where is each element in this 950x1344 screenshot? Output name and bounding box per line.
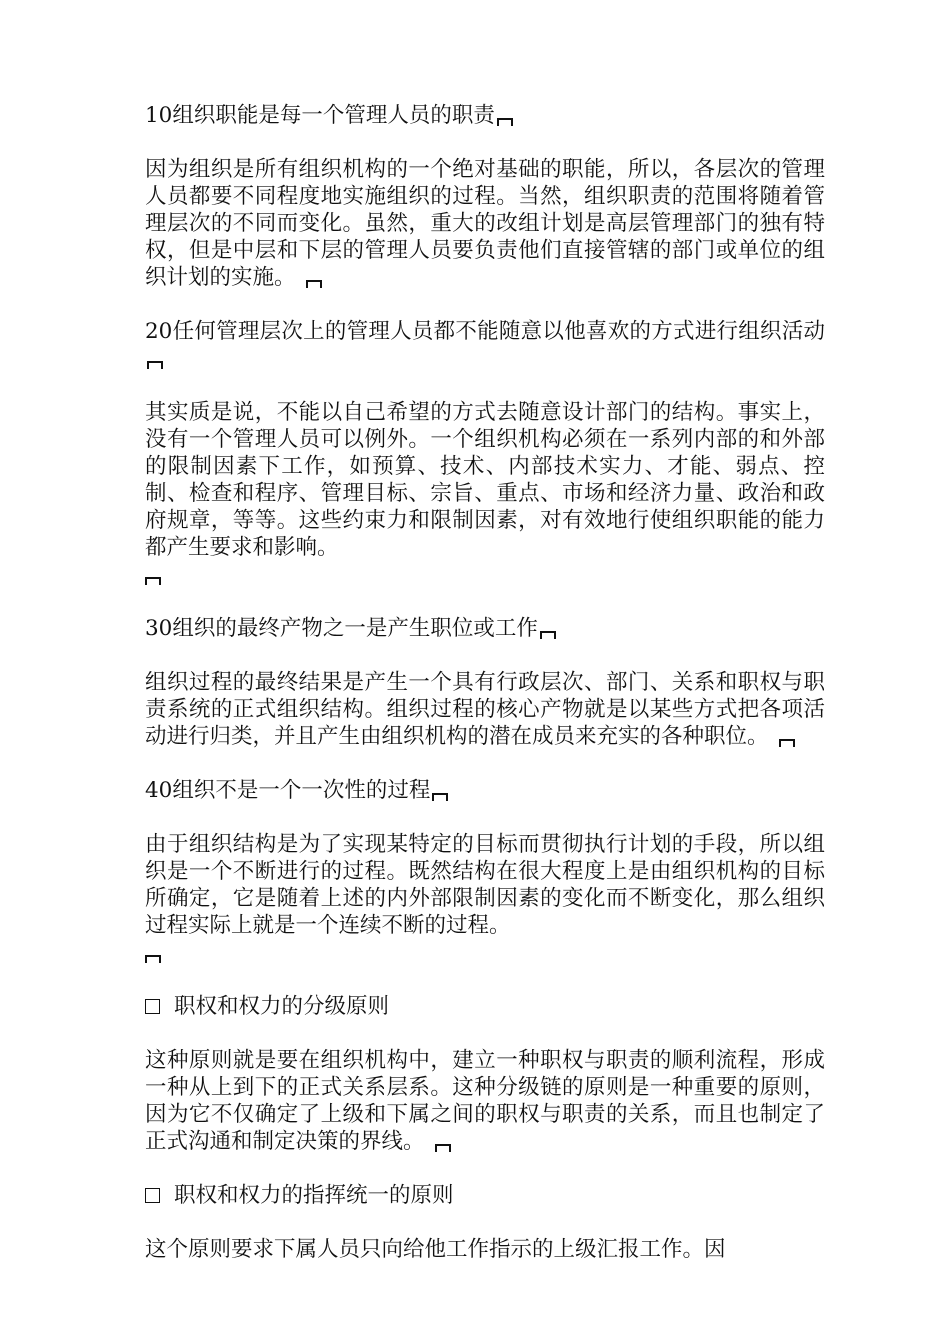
bracket-mark-icon: [306, 280, 322, 288]
trailing-mark-line: [145, 561, 825, 588]
section-heading-3: 30组织的最终产物之一是产生职位或工作: [145, 615, 825, 642]
bracket-mark-icon: [540, 631, 556, 639]
section-body-5: 这种原则就是要在组织机构中，建立一种职权与职责的顺利流程，形成一种从上到下的正式关系层系。这种分级链的原则是一种重要的原则，因为它不仅确定了上级和下属之间的职权与职责的关系，而且也制定了正式沟通和制定决策的界线。: [145, 1048, 825, 1154]
section-body-3: 组织过程的最终结果是产生一个具有行政层次、部门、关系和职权与职责系统的正式组织结构。组织过程的核心产物就是以某些方式把各项活动进行归类，并且产生由组织机构的潜在成员来充实的各种职位。: [145, 670, 825, 749]
checkbox-square-icon: [145, 1188, 160, 1203]
section-body-1: 因为组织是所有组织机构的一个绝对基础的职能，所以，各层次的管理人员都要不同程度地实施组织的过程。当然，组织职责的范围将随着管理层次的不同而变化。虽然，重大的改组计划是高层管理部门的独有特权，但是中层和下层的管理人员要负责他们直接管辖的部门或单位的组织计划的实施。: [145, 157, 825, 290]
section-heading-1: 10组织职能是每一个管理人员的职责: [145, 102, 825, 129]
section-body-6: 这个原则要求下属人员只向给他工作指示的上级汇报工作。因: [145, 1237, 726, 1262]
trailing-mark-line: [145, 939, 825, 966]
section-body-4: 由于组织结构是为了实现某特定的目标而贯彻执行计划的手段，所以组织是一个不断进行的过程。既然结构在很大程度上是由组织机构的目标所确定，它是随着上述的内外部限制因素的变化而不断变化，那么组织过程实际上就是一个连续不断的过程。: [145, 832, 825, 938]
bracket-mark-icon: [779, 739, 795, 747]
document-page: [145, 102, 825, 1263]
checkbox-square-icon: [145, 999, 160, 1014]
bracket-mark-icon: [435, 1144, 451, 1152]
bracket-mark-icon: [145, 577, 161, 585]
bracket-mark-icon: [497, 118, 513, 126]
section-heading-5: 职权和权力的分级原则: [145, 993, 825, 1020]
section-heading-2: 20任何管理层次上的管理人员都不能随意以他喜欢的方式进行组织活动: [145, 318, 825, 372]
section-heading-4: 40组织不是一个一次性的过程: [145, 777, 825, 804]
section-body-2: 其实质是说，不能以自己希望的方式去随意设计部门的结构。事实上，没有一个管理人员可以例外。一个组织机构必须在一系列内部的和外部的限制因素下工作，如预算、技术、内部技术实力、才能、弱点、控制、检查和程序、管理目标、宗旨、重点、市场和经济力量、政治和政府规章，等等。这些约束力和限制因素，对有效地行使组织职能的能力都产生要求和影响。: [145, 400, 825, 560]
section-heading-6: 职权和权力的指挥统一的原则: [145, 1182, 825, 1209]
bracket-mark-icon: [432, 793, 448, 801]
bracket-mark-icon: [147, 361, 163, 369]
bracket-mark-icon: [145, 955, 161, 963]
